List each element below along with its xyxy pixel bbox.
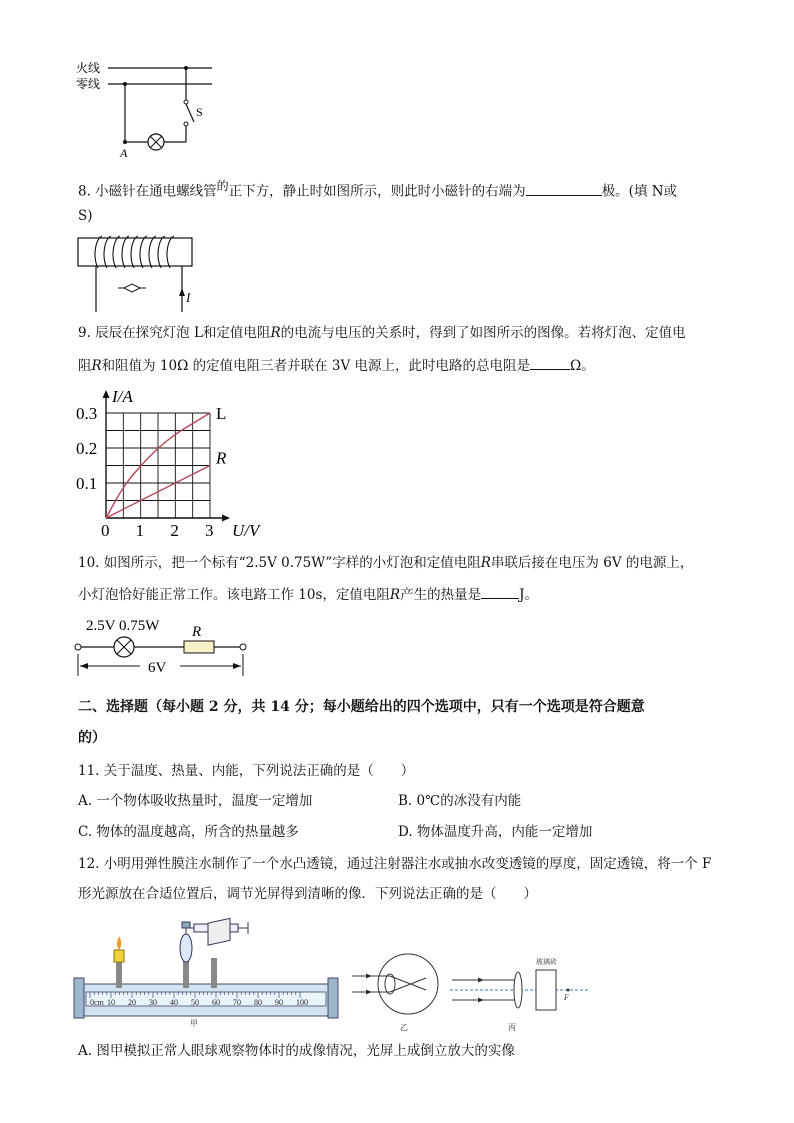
- voltage-label: 6V: [148, 660, 167, 676]
- household-circuit-figure: [70, 58, 230, 162]
- fig-c-label: 丙: [508, 1023, 516, 1032]
- current-arrow-icon: [179, 288, 185, 296]
- ruler-label: 100: [296, 998, 308, 1007]
- ruler-label: 60: [212, 998, 220, 1007]
- arrow-left-icon: [80, 663, 88, 669]
- arrow-right-icon: [233, 663, 241, 669]
- series-label-R: R: [216, 448, 227, 468]
- glass-label: 玻璃砖: [536, 958, 557, 966]
- q12-line2: 形光源放在合适位置后，调节光屏得到清晰的像．下列说法正确的是（ ）: [78, 886, 537, 902]
- x-tick-label: 0: [101, 521, 110, 540]
- water-lens-icon: [180, 934, 192, 962]
- flame-icon: [117, 936, 121, 950]
- q12-option-a[interactable]: A. 图甲模拟正常人眼球观察物体时的成像情况，光屏上成倒立放大的实像: [78, 1043, 515, 1059]
- y-tick-label: 0.2: [76, 439, 98, 458]
- bulb-rating-label: 2.5V 0.75W: [86, 618, 160, 634]
- fig-b-label: 乙: [400, 1023, 408, 1032]
- focus-point: [567, 989, 570, 992]
- candle-icon: [114, 950, 124, 962]
- ruler-unit: 0cm: [90, 998, 104, 1007]
- x-axis-arrow-icon: [222, 515, 230, 522]
- resistor-icon: [184, 641, 214, 653]
- glass-block: [536, 970, 556, 1010]
- resistor-label: R: [192, 624, 202, 640]
- q9-line1: 9. 辰辰在探究灯泡 L和定值电阻R的电流与电压的关系时，得到了如图所示的图像。若将灯泡、定值电: [78, 325, 686, 341]
- q8-line2: S): [78, 208, 93, 224]
- terminal-left: [75, 644, 81, 650]
- q8-line1: 8. 小磁针在通电螺线管$^的$正下方，静止时如图所示，则此时小磁针的右端为 极。(填 N或: [78, 179, 678, 200]
- q12-line1: 12. 小明用弹性膜注水制作了一个水凸透镜，通过注射器注水或抽水改变透镜的厚度，固定透镜，将一个 F: [78, 856, 712, 872]
- q11-option-a[interactable]: A. 一个物体吸收热量时，温度一定增加: [78, 793, 313, 809]
- current-label: I: [186, 290, 191, 305]
- point-a-label: A: [120, 146, 128, 160]
- ruler-label: 70: [233, 998, 241, 1007]
- ruler-label: 20: [128, 998, 136, 1007]
- solenoid-coil: [95, 236, 174, 268]
- series-label-L: L: [216, 404, 227, 423]
- q11-option-b[interactable]: B. 0℃的冰没有内能: [398, 793, 522, 809]
- section2-title-line2: 的）: [78, 730, 106, 746]
- chart-axes: [103, 390, 231, 522]
- x-axis-label: U/V: [232, 521, 260, 540]
- light-screen: [208, 918, 230, 945]
- q10-line1: 10. 如图所示，把一个标有“2.5V 0.75W”字样的小灯泡和定值电阻R串联后接在电压为 6V 的电源上，: [78, 555, 694, 571]
- x-tick-label: 2: [170, 521, 179, 540]
- live-wire-label: 火线: [76, 61, 101, 75]
- q11-option-d[interactable]: D. 物体温度升高，内能一定增加: [398, 824, 593, 840]
- iu-chart: [72, 382, 282, 542]
- focus-label: F: [564, 993, 569, 1002]
- q11-option-c[interactable]: C. 物体的温度越高，所含的热量越多: [78, 824, 299, 840]
- y-tick-label: 0.1: [76, 474, 98, 493]
- neutral-wire-label: 零线: [76, 77, 101, 91]
- switch: [186, 104, 194, 122]
- ruler-label: 40: [170, 998, 178, 1007]
- x-tick-label: 3: [205, 521, 214, 540]
- bench-ruler: [86, 992, 326, 1006]
- q9-line2: 阻R和阻值为 10Ω 的定值电阻三者并联在 3V 电源上，此时电路的总电阻是 Ω。: [78, 355, 595, 376]
- y-tick-label: 0.3: [76, 404, 98, 423]
- ruler-label: 50: [191, 998, 199, 1007]
- terminal-right: [240, 644, 246, 650]
- q11-stem: 11. 关于温度、热量、内能，下列说法正确的是（ ）: [78, 763, 415, 779]
- x-tick-label: 1: [135, 521, 145, 540]
- eye-figure: [350, 950, 446, 1034]
- y-axis-label: I/A: [112, 387, 133, 406]
- series-circuit-figure: [72, 614, 256, 682]
- compass-needle-icon: [124, 284, 140, 292]
- section2-title-line1: 二、选择题（每小题 2 分，共 14 分；每小题给出的四个选项中，只有一个选项是符合题意: [78, 699, 645, 715]
- ruler-label: 90: [275, 998, 283, 1007]
- q10-line2: 小灯泡恰好能正常工作。该电路工作 10s，定值电阻R产生的热量是 J。: [78, 584, 538, 605]
- convex-lens-icon: [514, 972, 522, 1008]
- fig-a-label: 甲: [190, 1019, 198, 1028]
- chart-grid: [106, 413, 210, 518]
- ruler-label: 10: [107, 998, 115, 1007]
- optical-bench-figure: [72, 912, 342, 1030]
- switch-label: S: [196, 105, 203, 119]
- ruler-label: 80: [254, 998, 262, 1007]
- solenoid-figure: [74, 234, 198, 314]
- y-axis-arrow-icon: [103, 390, 110, 398]
- lens-glass-figure: [450, 952, 590, 1034]
- ruler-label: 30: [149, 998, 157, 1007]
